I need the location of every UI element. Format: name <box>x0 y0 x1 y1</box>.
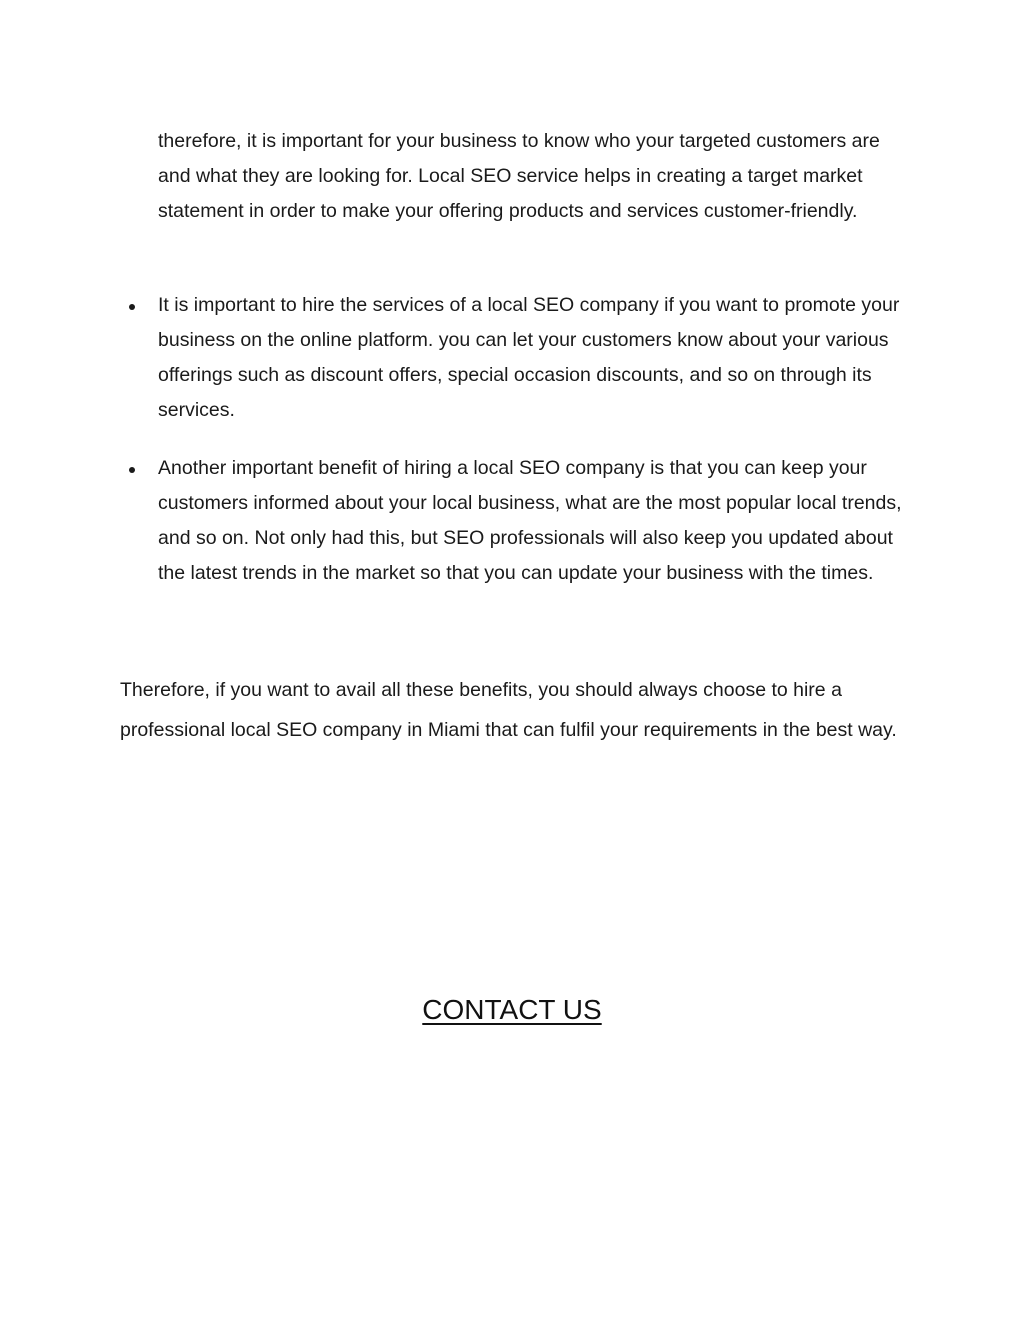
list-item-text: Another important benefit of hiring a local SEO company is that you can keep your customers informed about your local business, what are the most popular local trends, and so on. Not only had this, but SEO professionals will also keep you updated about the latest trends in the market so that you can update your business with the times. <box>158 457 902 584</box>
bullet-icon <box>129 467 135 473</box>
conclusion-paragraph: Therefore, if you want to avail all these benefits, you should always choose to hire a professional local SEO company in Miami that can fulfil your requirements in the best way. <box>120 679 897 741</box>
list-item <box>120 451 910 591</box>
list-item <box>120 288 910 428</box>
benefits-list <box>120 288 910 614</box>
list-item-text: It is important to hire the services of a local SEO company if you want to promote your business on the online platform. you can let your customers know about your various offerings such as discount offers, special occasion discounts, and so on through its services. <box>158 294 900 421</box>
bullet-icon <box>129 304 135 310</box>
continuation-paragraph: therefore, it is important for your business to know who your targeted customers are and what they are looking for. Local SEO service helps in creating a target market statement in order to make your offering products and services customer-friendly. <box>158 130 880 222</box>
contact-us-heading: CONTACT US <box>422 994 602 1025</box>
